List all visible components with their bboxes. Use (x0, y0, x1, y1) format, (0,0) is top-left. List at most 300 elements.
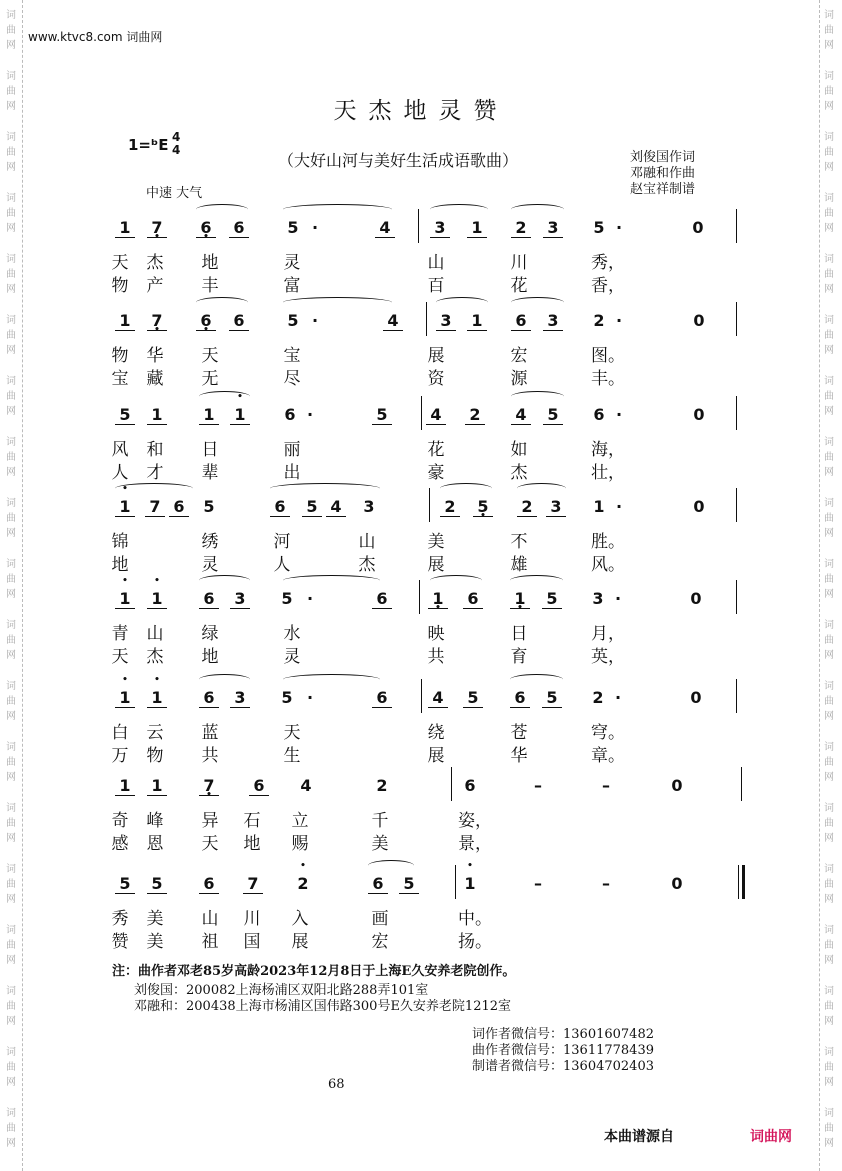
lyric-verse1: 宝 (283, 346, 301, 366)
lyric-verse2: 共 (201, 746, 219, 766)
bar-line (419, 580, 420, 614)
slur (199, 575, 250, 586)
lyric-verse2: 感 (111, 834, 129, 854)
time-bottom: 4 (172, 143, 181, 157)
watermark-char: 网 (824, 1138, 834, 1149)
watermark-char: 词 (824, 742, 834, 753)
note: 6 • (196, 311, 216, 331)
watermark-char: 网 (6, 894, 16, 905)
lyric-verse1: 河 (273, 532, 291, 552)
lyric-verse1: 中。 (458, 909, 492, 929)
watermark-char: 词 (824, 681, 834, 692)
song-title: 天杰地灵赞 (333, 98, 509, 124)
lyric-verse2: 景， (458, 834, 492, 854)
lyric-verse2: 藏 (146, 369, 164, 389)
note: 6 • (196, 218, 216, 238)
lyric-verse2: 扬。 (458, 932, 492, 952)
watermark-char: 词 (824, 498, 834, 509)
watermark-char: 词 (6, 681, 16, 692)
slur (510, 575, 563, 586)
note: 6 (510, 688, 530, 708)
note: 6 (199, 589, 219, 609)
watermark-char: 词 (6, 986, 16, 997)
lyric-verse1: 日 (201, 440, 219, 460)
key-signature: 1=ᵇE (128, 136, 169, 154)
lyric-verse1: 花 (427, 440, 445, 460)
watermark-char: 曲 (824, 269, 834, 280)
address-composer: 邓融和：200438上海市杨浦区国伟路300号E久安养老院1212室 (134, 999, 512, 1014)
note: • 2 (293, 874, 313, 893)
lyric-verse2: 展 (427, 746, 445, 766)
lyric-verse2: 人 (273, 555, 291, 575)
note: 5 (542, 688, 562, 708)
note: 4 (326, 497, 346, 517)
lyric-verse2: 展 (291, 932, 309, 952)
lyric-verse1: 入 (291, 909, 309, 929)
note: 3 (430, 218, 450, 238)
lyric-verse2: 英， (591, 647, 625, 667)
note: 7 • (199, 776, 219, 796)
note: 5 (281, 688, 293, 707)
lyric-verse2: 美 (371, 834, 389, 854)
bar-line (426, 302, 427, 336)
note: 6 (229, 311, 249, 331)
watermark-char: 曲 (824, 208, 834, 219)
lyric-verse2: 才 (146, 463, 164, 483)
lyric-verse2: 尽 (283, 369, 301, 389)
lyric-verse1: 绿 (201, 624, 219, 644)
watermark-char: 词 (6, 864, 16, 875)
watermark-char: 网 (824, 528, 834, 539)
lyric-verse2: 赞 (111, 932, 129, 952)
watermark-char: 曲 (6, 391, 16, 402)
watermark-char: 曲 (6, 147, 16, 158)
note: 5 (287, 311, 299, 330)
lyric-verse1: 地 (201, 253, 219, 273)
note: · (306, 688, 314, 707)
watermark-char: 词 (824, 437, 834, 448)
credits (630, 150, 695, 198)
lyric-verse2: 产 (146, 276, 164, 296)
note: 2 (465, 405, 485, 425)
note: 2 (511, 218, 531, 238)
note: 3 (436, 311, 456, 331)
lyric-verse2: 香， (591, 276, 625, 296)
note: · (615, 497, 623, 516)
watermark-char: 网 (6, 406, 16, 417)
watermark-char: 曲 (6, 25, 16, 36)
lyric-verse2: 天 (201, 834, 219, 854)
watermark-char: 词 (6, 10, 16, 21)
credit-composer: 邓融和作曲 (630, 166, 696, 181)
source-site-link[interactable]: 词曲网 (750, 1129, 792, 1145)
lyric-verse2: 万 (111, 746, 129, 766)
lyric-verse1: 映 (427, 624, 445, 644)
note: 5 (147, 874, 167, 894)
watermark-char: 网 (824, 650, 834, 661)
watermark-char: 网 (824, 589, 834, 600)
lyric-verse1: 天 (283, 723, 301, 743)
note: • 1 (147, 688, 167, 708)
footnote: 注：曲作者邓老85岁高龄2023年12月8日于上海E久安养老院创作。 (112, 964, 516, 979)
note: 7 (145, 497, 165, 517)
lyric-verse1: 立 (291, 811, 309, 831)
watermark-char: 曲 (824, 513, 834, 524)
watermark-char: 词 (824, 193, 834, 204)
lyric-verse1: 不 (510, 532, 528, 552)
lyric-verse2: 物 (146, 746, 164, 766)
note: 5 (115, 405, 135, 425)
watermark-char: 曲 (6, 574, 16, 585)
lyric-verse2: 展 (427, 555, 445, 575)
lyric-verse1: 白 (111, 723, 129, 743)
watermark-char: 网 (6, 223, 16, 234)
note: • 1 (115, 688, 135, 708)
watermark-char: 曲 (824, 696, 834, 707)
watermark-char: 曲 (6, 1123, 16, 1134)
note: · (615, 311, 623, 330)
note: 6 (464, 776, 476, 795)
watermark-char: 网 (824, 833, 834, 844)
watermark-char: 网 (824, 284, 834, 295)
note: · (311, 218, 319, 237)
note: 5 (115, 874, 135, 894)
note: • 1 (115, 497, 135, 517)
addresses (134, 983, 511, 1015)
sustain-dash: – (602, 776, 610, 795)
lyric-verse1: 绕 (427, 723, 445, 743)
watermark-char: 词 (824, 1108, 834, 1119)
wechat-notation: 制谱者微信号：13604702403 (472, 1059, 654, 1074)
lyric-verse1: 异 (201, 811, 219, 831)
lyric-verse1: 杰 (146, 253, 164, 273)
note: · (306, 405, 314, 424)
watermark-char: 词 (824, 132, 834, 143)
watermark-char: 网 (6, 528, 16, 539)
watermark-char: 曲 (6, 879, 16, 890)
watermark-char: 曲 (6, 86, 16, 97)
note: 3 (363, 497, 375, 516)
lyric-verse1: 蓝 (201, 723, 219, 743)
slur (270, 483, 380, 494)
note: 3 (543, 311, 563, 331)
lyric-verse1: 物 (111, 346, 129, 366)
watermark-char: 网 (6, 1138, 16, 1149)
watermark-char: 词 (6, 132, 16, 143)
watermark-char: 网 (824, 1077, 834, 1088)
watermark-char: 词 (824, 71, 834, 82)
lyric-verse2: 美 (146, 932, 164, 952)
watermark-char: 词 (824, 376, 834, 387)
watermark-char: 词 (824, 1047, 834, 1058)
watermark-char: 词 (6, 254, 16, 265)
lyric-verse2: 无 (201, 369, 219, 389)
lyric-verse1: 天 (111, 253, 129, 273)
slur (196, 297, 248, 308)
note: 1 (115, 311, 135, 331)
credit-notation: 赵宝祥制谱 (630, 182, 696, 197)
note: 0 (693, 497, 705, 516)
watermark-char: 曲 (6, 208, 16, 219)
note: · (614, 688, 622, 707)
note: 2 (517, 497, 537, 517)
watermark-char: 网 (824, 345, 834, 356)
lyric-verse2: 雄 (510, 555, 528, 575)
sustain-dash: – (534, 776, 542, 795)
final-bar-line (738, 865, 745, 899)
watermark-char: 曲 (824, 391, 834, 402)
note: 5 (399, 874, 419, 894)
note: 2 (440, 497, 460, 517)
watermark-char: 曲 (6, 818, 16, 829)
lyric-verse1: 天 (201, 346, 219, 366)
watermark-char: 曲 (6, 1001, 16, 1012)
note: • 1 (460, 874, 480, 893)
watermark-char: 网 (824, 467, 834, 478)
watermark-char: 网 (6, 711, 16, 722)
note: 5 (302, 497, 322, 517)
note: 6 (511, 311, 531, 331)
lyric-verse2: 杰 (146, 647, 164, 667)
lyric-verse2: 宏 (371, 932, 389, 952)
lyric-verse2: 物 (111, 276, 129, 296)
watermark-char: 曲 (824, 1062, 834, 1073)
watermark-char: 词 (6, 437, 16, 448)
lyric-verse2: 地 (243, 834, 261, 854)
bar-line (418, 209, 419, 243)
lyric-verse1: 千 (371, 811, 389, 831)
lyric-verse2: 壮， (591, 463, 625, 483)
note: 3 (230, 688, 250, 708)
lyric-verse1: 宏 (510, 346, 528, 366)
slur (283, 575, 380, 586)
watermark-char: 曲 (824, 1001, 834, 1012)
note: 4 (300, 776, 312, 795)
slur (511, 391, 564, 402)
watermark-char: 曲 (6, 940, 16, 951)
lyric-verse1: 图。 (591, 346, 625, 366)
lyric-verse2: 出 (283, 463, 301, 483)
note: 4 (511, 405, 531, 425)
tempo-marking: 中速 大气 (146, 186, 203, 201)
watermark-char: 词 (6, 559, 16, 570)
source-label: 本曲谱源自 (604, 1129, 674, 1145)
watermark-char: 网 (6, 589, 16, 600)
slur (283, 674, 380, 685)
watermark-char: 网 (6, 162, 16, 173)
bar-line-end (736, 209, 737, 243)
watermark-char: 网 (824, 1016, 834, 1027)
watermark-char: 网 (6, 833, 16, 844)
watermark-char: 词 (6, 498, 16, 509)
lyric-verse2: 章。 (591, 746, 625, 766)
slur (368, 860, 414, 871)
lyric-verse2: 共 (427, 647, 445, 667)
watermark-char: 网 (824, 406, 834, 417)
note: 0 (693, 311, 705, 330)
note: 0 (671, 776, 683, 795)
lyric-verse1: 山 (358, 532, 376, 552)
watermark-char: 曲 (6, 452, 16, 463)
lyric-verse2: 育 (510, 647, 528, 667)
note: 2 (592, 688, 604, 707)
note: 6 (368, 874, 388, 894)
sustain-dash: – (534, 874, 542, 893)
note: 0 (692, 218, 704, 237)
bar-line (455, 865, 456, 899)
note: 1 (467, 311, 487, 331)
note: 3 (546, 497, 566, 517)
note: · (615, 405, 623, 424)
note: 5 (543, 405, 563, 425)
lyric-verse2: 华 (510, 746, 528, 766)
note: 6 (372, 589, 392, 609)
lyric-verse2: 灵 (283, 647, 301, 667)
watermark-char: 曲 (824, 147, 834, 158)
time-top: 4 (172, 130, 181, 144)
lyric-verse1: 青 (111, 624, 129, 644)
watermark-char: 网 (6, 40, 16, 51)
lyric-verse1: 秀 (111, 909, 129, 929)
watermark-char: 词 (824, 10, 834, 21)
watermark-char: 网 (824, 40, 834, 51)
lyric-verse1: 川 (243, 909, 261, 929)
lyric-verse1: 水 (283, 624, 301, 644)
watermark-char: 曲 (824, 25, 834, 36)
bar-line-end (741, 767, 742, 801)
watermark-char: 词 (824, 620, 834, 631)
note: 6 (199, 688, 219, 708)
sustain-dash: – (602, 874, 610, 893)
note: · (306, 589, 314, 608)
watermark-char: 曲 (6, 635, 16, 646)
lyric-verse2: 地 (201, 647, 219, 667)
watermark-char: 词 (6, 620, 16, 631)
note: 1 (115, 776, 135, 796)
lyric-verse1: 华 (146, 346, 164, 366)
lyric-verse2: 恩 (146, 834, 164, 854)
lyric-verse1: 云 (146, 723, 164, 743)
lyric-verse2: 国 (243, 932, 261, 952)
bar-line-end (736, 679, 737, 713)
lyric-verse1: 胜。 (591, 532, 625, 552)
wechat-ids (472, 1027, 654, 1075)
lyric-verse1: 和 (146, 440, 164, 460)
lyric-verse2: 丰。 (591, 369, 625, 389)
watermark-char: 词 (824, 315, 834, 326)
watermark-char: 词 (6, 315, 16, 326)
note: • 1 (230, 405, 250, 425)
slur (510, 674, 563, 685)
note: 7 (243, 874, 263, 894)
note: 0 (690, 589, 702, 608)
watermark-char: 词 (824, 559, 834, 570)
lyric-verse1: 灵 (283, 253, 301, 273)
watermark-char: 词 (6, 1108, 16, 1119)
lyric-verse2: 杰 (358, 555, 376, 575)
note: 5 (281, 589, 293, 608)
lyric-verse1: 苍 (510, 723, 528, 743)
lyric-verse2: 灵 (201, 555, 219, 575)
lyric-verse1: 日 (510, 624, 528, 644)
note: 4 (428, 688, 448, 708)
note: 5 (372, 405, 392, 425)
note: 1 (467, 218, 487, 238)
watermark-char: 词 (6, 193, 16, 204)
note: 6 (463, 589, 483, 609)
watermark-char: 曲 (824, 574, 834, 585)
slur (199, 674, 250, 685)
watermark-char: 词 (824, 925, 834, 936)
lyric-verse2: 生 (283, 746, 301, 766)
lyric-verse1: 姿， (458, 811, 492, 831)
watermark-char: 词 (6, 376, 16, 387)
lyric-verse1: 穹。 (591, 723, 625, 743)
note: 1 (593, 497, 605, 516)
bar-line-end (736, 580, 737, 614)
note: 4 (426, 405, 446, 425)
slur (517, 483, 566, 494)
note: 0 (671, 874, 683, 893)
slur (511, 297, 564, 308)
site-header-text[interactable]: www.ktvc8.com 词曲网 (28, 30, 163, 44)
note: • 1 (115, 589, 135, 609)
watermark-char: 网 (6, 772, 16, 783)
slur (430, 204, 488, 215)
lyric-verse1: 月， (591, 624, 625, 644)
note: 1 • (510, 589, 530, 609)
watermark-char: 词 (6, 925, 16, 936)
lyric-verse2: 天 (111, 647, 129, 667)
note: 6 (270, 497, 290, 517)
lyric-verse1: 如 (510, 440, 528, 460)
watermark-char: 词 (824, 986, 834, 997)
lyric-verse2: 豪 (427, 463, 445, 483)
note: 1 • (428, 589, 448, 609)
watermark-char: 网 (824, 162, 834, 173)
note: 7 • (147, 311, 167, 331)
watermark-char: 曲 (6, 269, 16, 280)
note: 7 • (147, 218, 167, 238)
lyric-verse1: 秀， (591, 253, 625, 273)
watermark-char: 曲 (824, 879, 834, 890)
watermark-char: 词 (6, 742, 16, 753)
bar-line (429, 488, 430, 522)
slur (283, 297, 392, 308)
lyric-verse2: 风。 (591, 555, 625, 575)
watermark-char: 词 (6, 1047, 16, 1058)
lyric-verse1: 展 (427, 346, 445, 366)
note: 6 (593, 405, 605, 424)
watermark-char: 曲 (824, 330, 834, 341)
lyric-verse1: 海， (591, 440, 625, 460)
note: 3 (592, 589, 604, 608)
bar-line-end (736, 488, 737, 522)
note: 6 (199, 874, 219, 894)
lyric-verse2: 地 (111, 555, 129, 575)
watermark-char: 曲 (6, 1062, 16, 1073)
watermark-char: 曲 (6, 757, 16, 768)
song-subtitle: （大好山河与美好生活成语歌曲） (278, 151, 519, 170)
watermark-char: 曲 (824, 86, 834, 97)
lyric-verse1: 峰 (146, 811, 164, 831)
watermark-char: 网 (824, 772, 834, 783)
lyric-verse2: 花 (510, 276, 528, 296)
watermark-char: 词 (824, 803, 834, 814)
lyric-verse1: 锦 (111, 532, 129, 552)
slur (196, 204, 248, 215)
note: 6 (372, 688, 392, 708)
